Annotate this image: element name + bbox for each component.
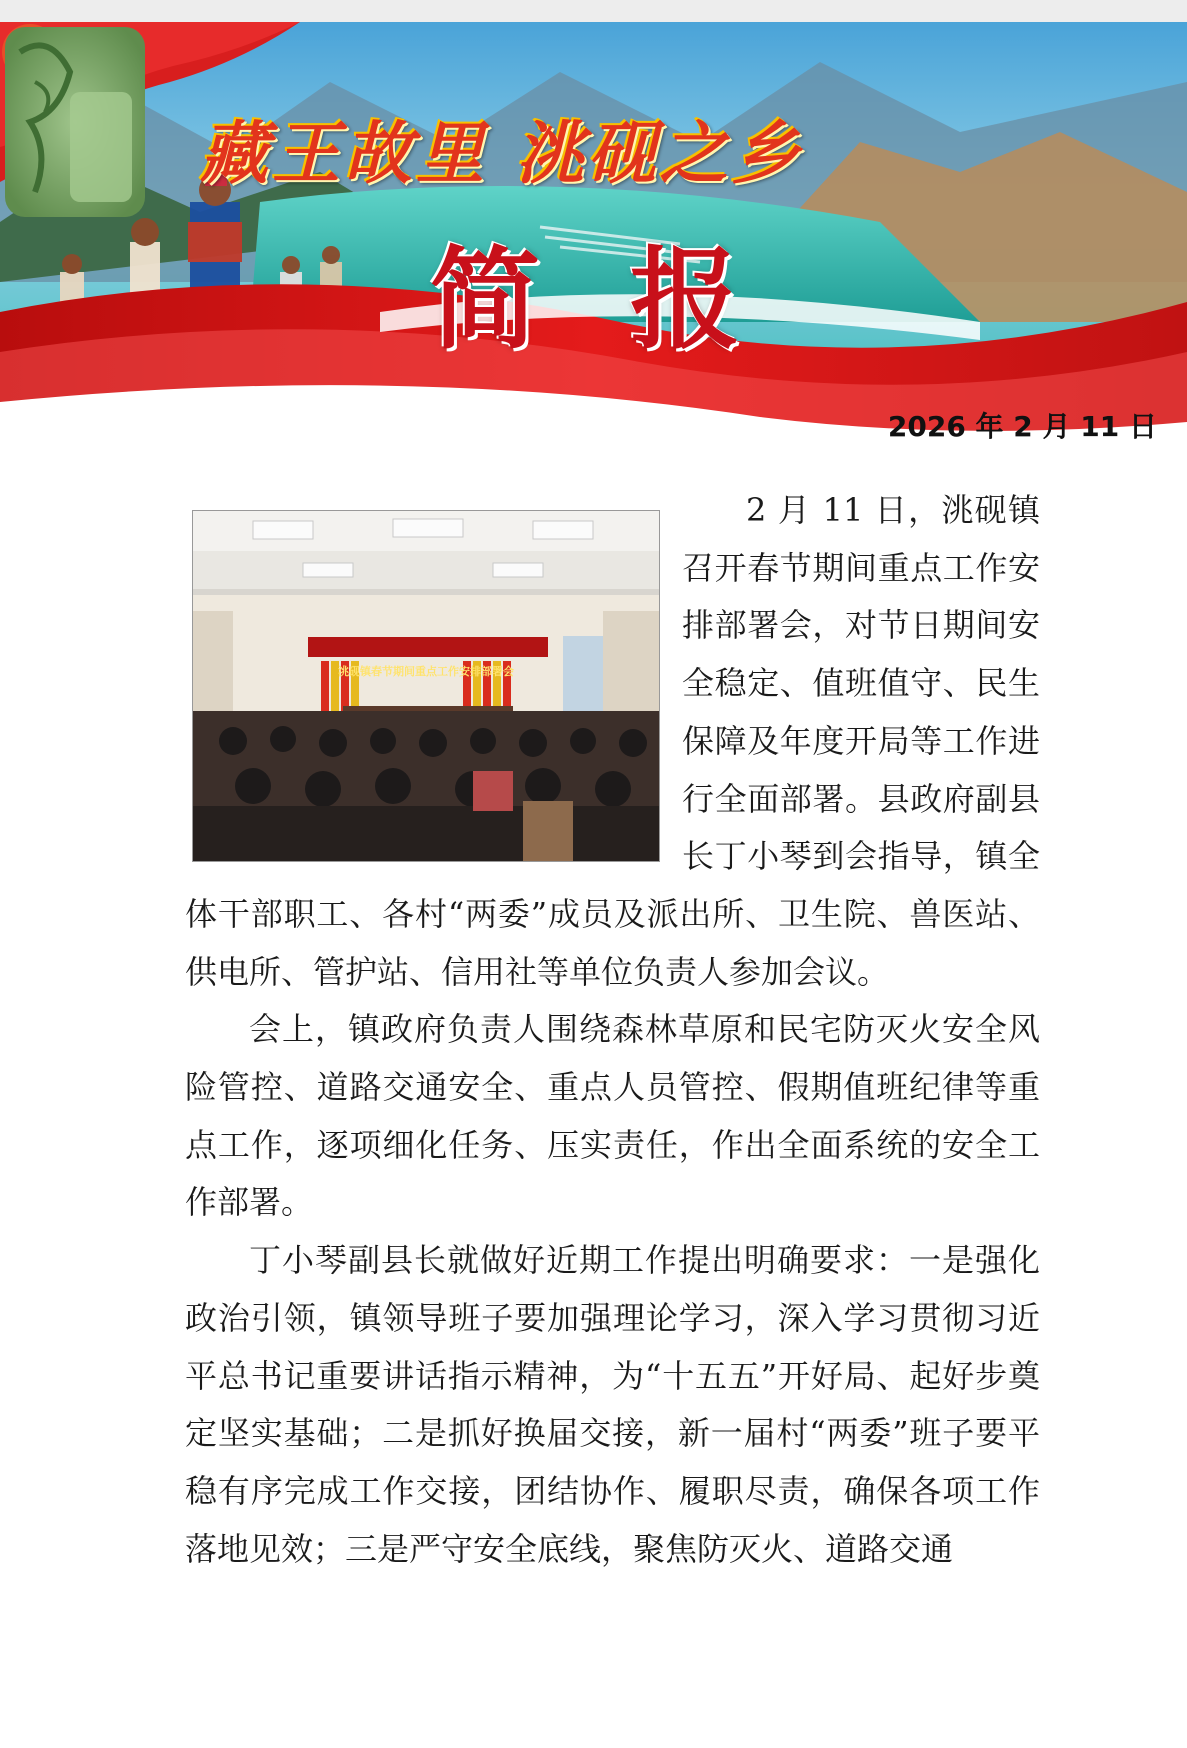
issue-date: 2026 年 2 月 11 日 bbox=[887, 410, 1157, 443]
photo-stage-banner: 洮砚镇春节期间重点工作安排部署会 bbox=[338, 665, 514, 678]
article-body bbox=[185, 482, 1040, 1578]
article-paragraph-1: 2 月 11 日，洮砚镇召开春节期间重点工作安排部署会，对节日期间安全稳定、值班值守、民生保障及年度开局等工作进行全面部署。县政府副县长丁小琴到会指导，镇全体干部职工、各村“两委”成员及派出所、卫生院、兽医站、供电所、管护站、信用社等单位负责人参加会议。 bbox=[185, 491, 1040, 991]
newsletter-page bbox=[0, 22, 1187, 1748]
banner-slogan: 藏王故里 洮砚之乡 bbox=[200, 115, 804, 194]
article-paragraph-3: 丁小琴副县长就做好近期工作提出明确要求：一是强化政治引领，镇领导班子要加强理论学习，深入学习贯彻习近平总书记重要讲话指示精神，为“十五五”开好局、起好步奠定坚实基础；二是抓好换届交接，新一届村“两委”班子要平稳有序完成工作交接，团结协作、履职尽责，确保各项工作落地见效；三是严守安全底线，聚焦防灭火、道路交通 bbox=[185, 1241, 1040, 1568]
meeting-photo bbox=[192, 510, 660, 862]
header-banner bbox=[0, 22, 1187, 452]
article-paragraph-2: 会上，镇政府负责人围绕森林草原和民宅防灭火安全风险管控、道路交通安全、重点人员管控、假期值班纪律等重点工作，逐项细化任务、压实责任，作出全面系统的安全工作部署。 bbox=[185, 1010, 1040, 1222]
inkstone-carving-image bbox=[0, 22, 150, 222]
newsletter-title: 简报 bbox=[430, 236, 830, 364]
